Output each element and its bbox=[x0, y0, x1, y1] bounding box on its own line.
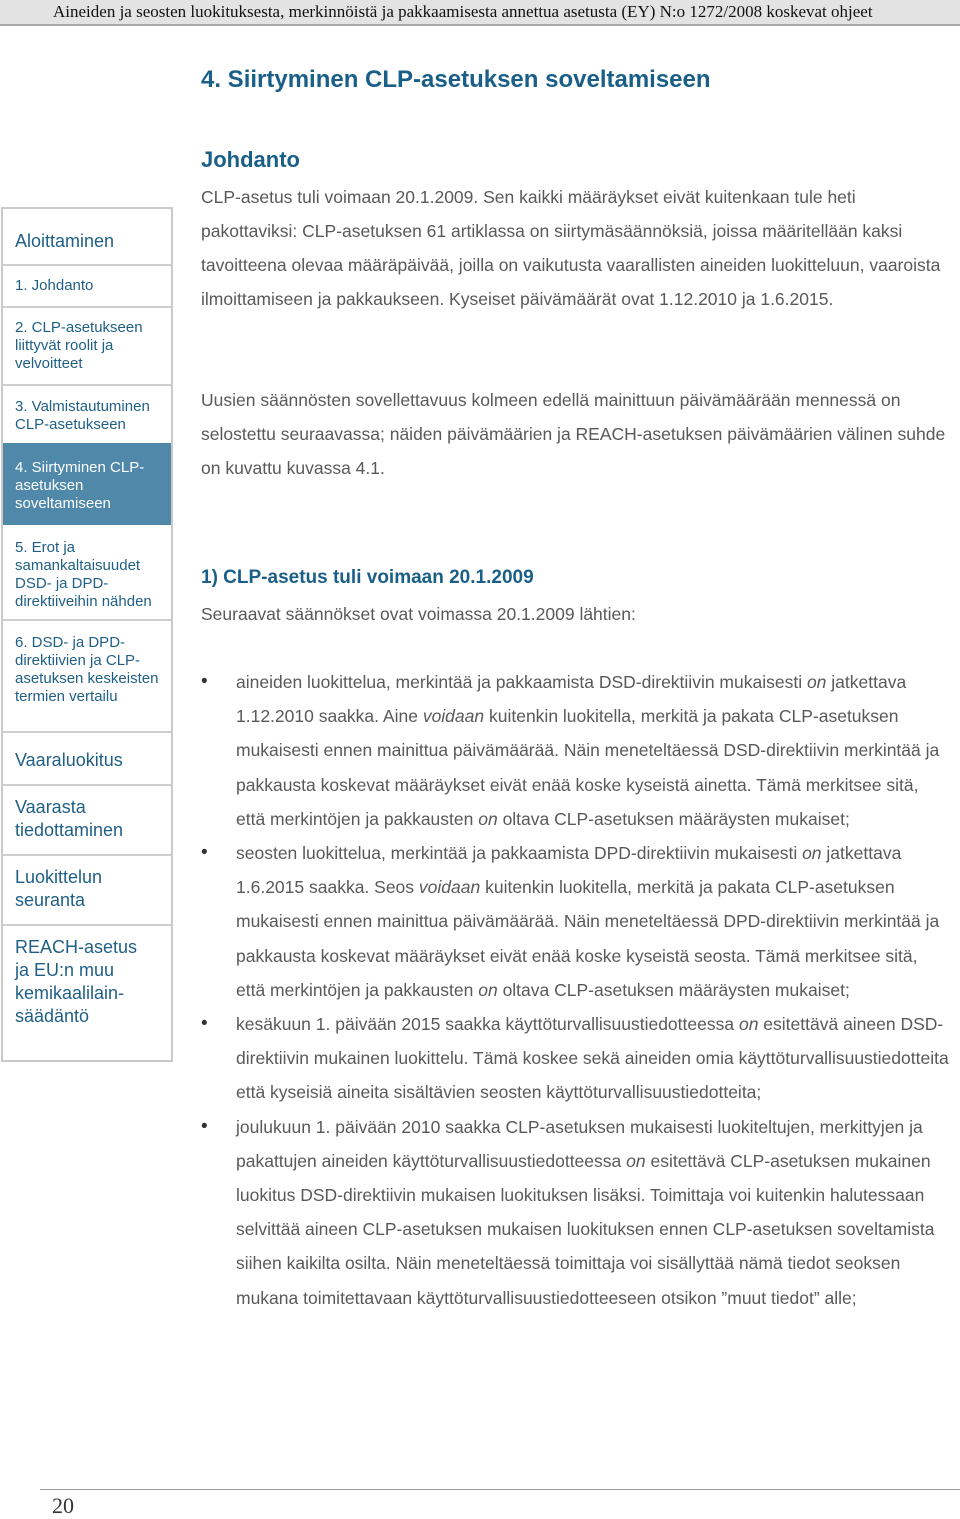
footer-divider bbox=[40, 1489, 960, 1490]
sidebar-divider bbox=[3, 264, 171, 266]
sidebar-item-aloittaminen[interactable]: Aloittaminen bbox=[15, 231, 115, 251]
intro-paragraph-1: CLP-asetus tuli voimaan 20.1.2009. Sen kaikki määräykset eivät kuitenkaan tule heti pakottaviksi: CLP-asetuksen 61 artiklassa on siirtymäsäännöksiä, joissa määritellään kaksi tavoitteena olevaa määräpäivää, joilla on vaikutusta vaarallisten aineiden luokitteluun, vaaroista ilmoittamiseen ja pakkaukseen. Kyseiset päivämäärät ovat 1.12.2010 ja 1.6.2015. bbox=[201, 187, 941, 309]
sidebar-item-vaarasta-tiedottaminen[interactable]: Vaarasta tiedottaminen bbox=[15, 797, 124, 840]
sidebar-item-preparation[interactable]: 3. Valmistautuminen CLP-asetukseen bbox=[15, 398, 150, 433]
sidebar-item-comparison[interactable]: 6. DSD- ja DPD-direktiivien ja CLP-asetuksen keskeisten termien vertailu bbox=[15, 634, 159, 705]
list-item: • kesäkuun 1. päivään 2015 saakka käyttöturvallisuustiedotteessa on esitettävä aineen DSD-direktiivin mukainen luokittelu. Tämä koskee sekä aineiden omia käyttöturvallisuustiedotteita että kyseisiä aineita sisältävien seosten käyttöturvallisuustiedotteita; bbox=[201, 1007, 949, 1110]
sidebar-nav bbox=[1, 207, 173, 1062]
intro-paragraph-2: Uusien säännösten sovellettavuus kolmeen edellä mainittuun päivämäärään mennessä on selostettu seuraavassa; näiden päivämäärien ja REACH-asetuksen päivämäärien välinen suhde on kuvattu kuvassa 4.1. bbox=[201, 390, 946, 478]
sidebar-divider bbox=[3, 384, 171, 386]
intro-heading: Johdanto bbox=[201, 147, 300, 172]
running-header-text: Aineiden ja seosten luokituksesta, merkinnöistä ja pakkaamisesta annettua asetusta (EY) N:o 1272/2008 koskevat ohjeet bbox=[53, 2, 873, 21]
sidebar-divider bbox=[3, 784, 171, 786]
header-divider bbox=[0, 24, 960, 26]
sidebar-item-roles[interactable]: 2. CLP-asetukseen liittyvät roolit ja velvoitteet bbox=[15, 319, 143, 372]
section1-heading: 1) CLP-asetus tuli voimaan 20.1.2009 bbox=[201, 567, 534, 588]
sidebar-item-transition[interactable]: 4. Siirtyminen CLP-asetuksen soveltamiseen bbox=[3, 443, 171, 525]
sidebar-divider bbox=[3, 619, 171, 621]
sidebar-divider bbox=[3, 854, 171, 856]
list-item: • seosten luokittelua, merkintää ja pakkaamista DPD-direktiivin mukaisesti on jatkettava 1.6.2015 saakka. Seos voidaan kuitenkin luokitella, merkitä ja pakata CLP-asetuksen mukaisesti ennen mainittua päivämäärää. Näin meneteltäessä DPD-direktiivin merkintää ja pakkausta koskevat määräykset eivät enää koske kyseistä seosta. Tämä merkitsee sitä, että merkintöjen ja pakkausten on oltava CLP-asetuksen määräysten mukaiset; bbox=[201, 836, 949, 1007]
sidebar-divider bbox=[3, 731, 171, 733]
page-number: 20 bbox=[52, 1493, 74, 1518]
sidebar-divider bbox=[3, 924, 171, 926]
list-item: • aineiden luokittelua, merkintää ja pakkaamista DSD-direktiivin mukaisesti on jatkettava 1.12.2010 saakka. Aine voidaan kuitenkin luokitella, merkitä ja pakata CLP-asetuksen mukaisesti ennen mainittua päivämäärää. Näin meneteltäessä DSD-direktiivin merkintää ja pakkausta koskevat määräykset eivät enää koske kyseistä ainetta. Tämä merkitsee sitä, että merkintöjen ja pakkausten on oltava CLP-asetuksen määräysten mukaiset; bbox=[201, 665, 949, 836]
section-title: 4. Siirtyminen CLP-asetuksen soveltamiseen bbox=[201, 66, 711, 93]
section1-subheading: Seuraavat säännökset ovat voimassa 20.1.2009 lähtien: bbox=[201, 604, 636, 624]
sidebar-item-reach[interactable]: REACH-asetus ja EU:n muu kemikaalilain-säädäntö bbox=[15, 937, 138, 1026]
sidebar-item-johdanto[interactable]: 1. Johdanto bbox=[15, 277, 94, 294]
running-header bbox=[0, 0, 960, 24]
provisions-list bbox=[201, 665, 949, 1315]
list-item: • joulukuun 1. päivään 2010 saakka CLP-asetuksen mukaisesti luokiteltujen, merkittyjen ja pakattujen aineiden käyttöturvallisuustiedotteessa on esitettävä CLP-asetuksen mukainen luokitus DSD-direktiivin mukaisen luokituksen lisäksi. Toimittaja voi kuitenkin halutessaan selvittää aineen CLP-asetuksen mukaisen luokituksen ennen CLP-asetuksen soveltamista siihen kaikilta osilta. Näin meneteltäessä toimittaja voi sisällyttää nämä tiedot seoksen mukana toimitettavaan käyttöturvallisuustiedotteeseen otsikon ”muut tiedot” alle; bbox=[201, 1110, 949, 1315]
sidebar-item-luokittelun-seuranta[interactable]: Luokittelun seuranta bbox=[15, 867, 103, 910]
sidebar-divider bbox=[3, 306, 171, 308]
sidebar-item-differences[interactable]: 5. Erot ja samankaltaisuudet DSD- ja DPD-direktiiveihin nähden bbox=[15, 539, 152, 610]
sidebar-item-vaaraluokitus[interactable]: Vaaraluokitus bbox=[15, 750, 123, 770]
